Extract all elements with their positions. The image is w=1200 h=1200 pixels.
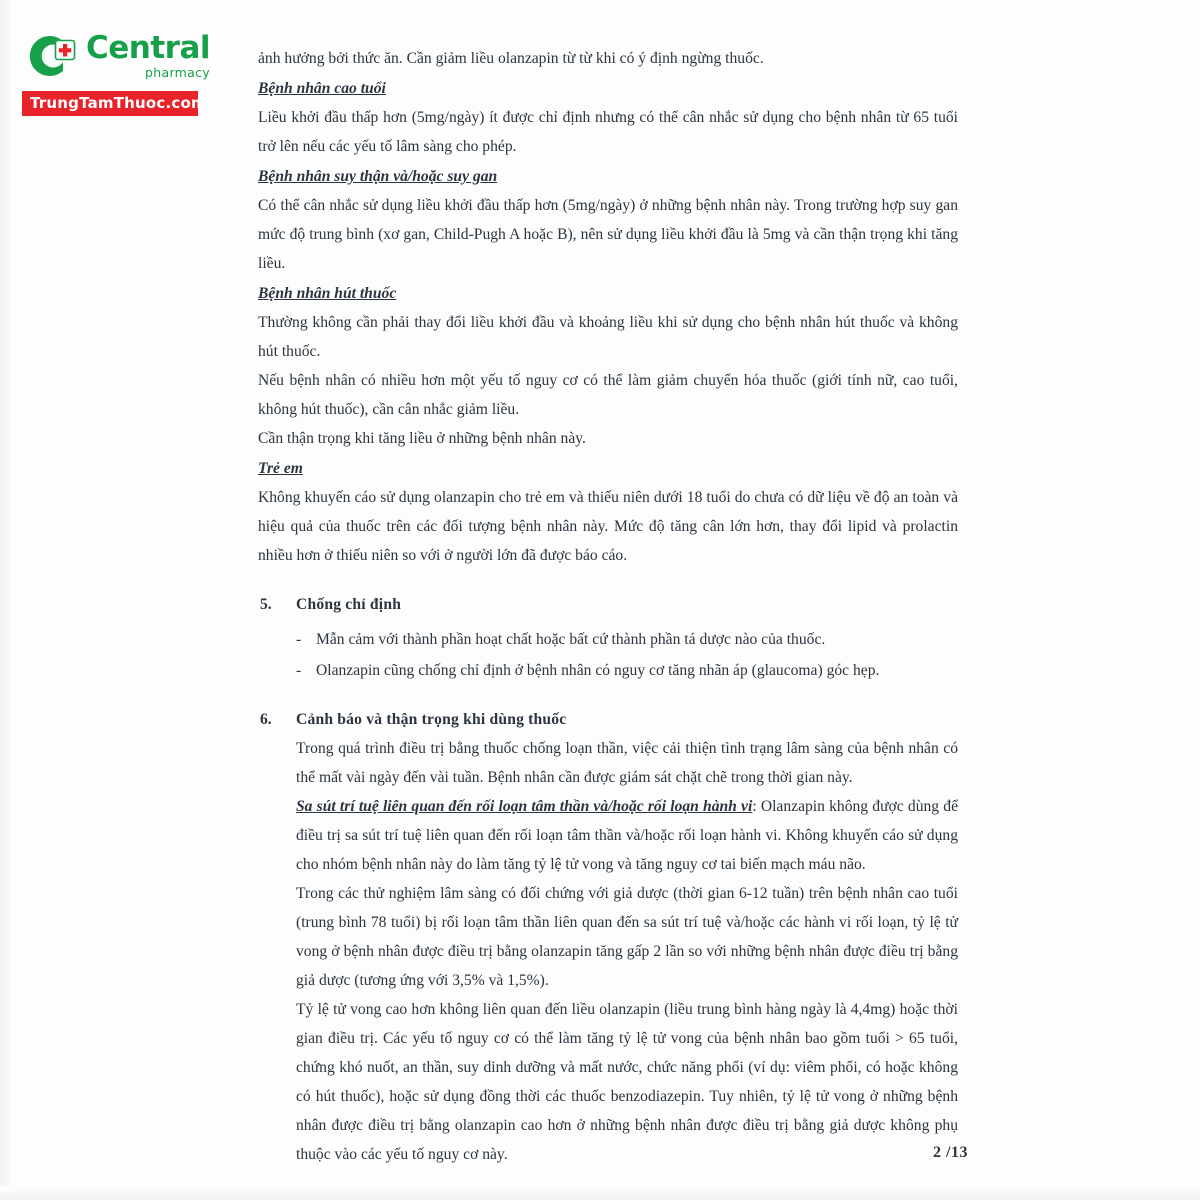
logo-word: Central <box>86 29 210 66</box>
logo-text <box>86 29 210 80</box>
list-item <box>296 625 958 654</box>
subsection-text: Liều khởi đầu thấp hơn (5mg/ngày) ít được chỉ định nhưng có thể cân nhắc sử dụng cho bệnh nhân từ 65 tuổi trở lên nếu các yếu tố lâm sàng cho phép. <box>258 109 958 155</box>
intro-paragraph: ảnh hưởng bởi thức ăn. Cần giảm liều olanzapin từ từ khi có ý định ngừng thuốc. <box>258 50 764 67</box>
scan-bottom-edge <box>0 1186 1200 1200</box>
subsection-text: Có thể cân nhắc sử dụng liều khởi đầu thấp hơn (5mg/ngày) ở những bệnh nhân này. Trong trường hợp suy gan mức độ trung bình (xơ gan, Child-Pugh A hoặc B), nên sử dụng liều khởi đầu là 5mg và cần thận trọng khi tăng liều. <box>258 197 958 272</box>
subsection-children <box>258 454 958 483</box>
warning-paragraph: Trong quá trình điều trị bằng thuốc chống loạn thần, việc cải thiện tình trạng lâm sàng của bệnh nhân có thể mất vài ngày đến vài tuần. Bệnh nhân cần được giám sát chặt chẽ trong thời gian này. <box>296 740 958 786</box>
bullet-dash-icon: - <box>296 662 302 679</box>
subsection-text: Thường không cần phải thay đổi liều khởi đầu và khoảng liều khi sử dụng cho bệnh nhân hút thuốc và không hút thuốc. <box>258 314 958 360</box>
section-number: 5. <box>260 596 272 613</box>
list-item <box>296 656 958 685</box>
warning-paragraph-mortality: Tỷ lệ tử vong cao hơn không liên quan đến liều olanzapin (liều trung bình hàng ngày là 4,4mg) hoặc thời gian điều trị. Các yếu tố nguy cơ có thể làm tăng tỷ lệ tử vong của bệnh nhân bao gồm tuổi > 65 tuổi, chứng khó nuốt, an thần, suy dinh dưỡng và mất nước, chức năng phổi (ví dụ: viêm phổi, có hoặc không có hút thuốc), hoặc sử dụng đồng thời các thuốc benzodiazepin. Tuy nhiên, tỷ lệ tử vong ở những bệnh nhân được điều trị bằng olanzapin cao hơn ở những bệnh nhân được điều trị bằng giả dược không phụ thuộc vào các yếu tố nguy cơ này. <box>296 1001 958 1163</box>
section-body <box>296 705 958 1169</box>
inline-paragraph-text: : Olanzapin không được dùng để điều trị sa sút trí tuệ liên quan đến rối loạn tâm thần và/hoặc rối loạn hành vi. Không khuyến cáo sử dụng cho nhóm bệnh nhân này do làm tăng tỷ lệ tử vong và tăng nguy cơ tai biến mạch máu não. <box>296 798 958 873</box>
section-warnings <box>258 705 958 1169</box>
bullet-text: Olanzapin cũng chống chỉ định ở bệnh nhân có nguy cơ tăng nhãn áp (glaucoma) góc hẹp. <box>316 662 880 679</box>
section-title: Chống chỉ định <box>296 596 402 613</box>
subsection-heading: Bệnh nhân hút thuốc <box>258 285 397 302</box>
document-text <box>258 44 958 1169</box>
subsection-elderly <box>258 74 958 103</box>
subsection-heading: Bệnh nhân cao tuổi <box>258 80 386 97</box>
subsection-smokers <box>258 279 958 308</box>
brand-watermark <box>22 28 232 116</box>
bullet-dash-icon: - <box>296 631 302 648</box>
logo-subtitle: pharmacy <box>145 64 210 80</box>
subsection-renal-hepatic <box>258 162 958 191</box>
subsection-heading: Bệnh nhân suy thận và/hoặc suy gan <box>258 168 498 185</box>
inline-heading: Sa sút trí tuệ liên quan đến rối loạn tâm thần và/hoặc rối loạn hành vi <box>296 798 753 815</box>
subsection-text: Không khuyến cáo sử dụng olanzapin cho trẻ em và thiếu niên dưới 18 tuổi do chưa có dữ liệu về độ an toàn và hiệu quả của thuốc trên các đối tượng bệnh nhân này. Mức độ tăng cân lớn hơn, thay đổi lipid và prolactin nhiều hơn ở thiếu niên so với ở người lớn đã được báo cáo. <box>258 489 958 564</box>
central-pharmacy-logo-icon <box>22 28 78 84</box>
section-body <box>296 590 958 685</box>
warning-paragraph-dementia <box>296 792 958 879</box>
page-number: 2 /13 <box>933 1144 968 1161</box>
site-banner: TrungTamThuoc.com <box>22 91 198 116</box>
scan-left-edge <box>0 0 14 1200</box>
subsection-heading: Trẻ em <box>258 460 303 477</box>
section-title: Cảnh báo và thận trọng khi dùng thuốc <box>296 711 567 728</box>
logo-row <box>22 28 232 84</box>
risk-factor-paragraph: Nếu bệnh nhân có nhiều hơn một yếu tố nguy cơ có thể làm giảm chuyển hóa thuốc (giới tính nữ, cao tuổi, không hút thuốc), cần cân nhắc giảm liều. <box>258 372 958 418</box>
section-bullet-list <box>296 625 958 685</box>
warning-paragraph-trials: Trong các thử nghiệm lâm sàng có đối chứng với giả dược (thời gian 6-12 tuần) trên bệnh nhân cao tuổi (trung bình 78 tuổi) bị rối loạn tâm thần liên quan đến sa sút trí tuệ và/hoặc các hành vi rối loạn, tỷ lệ tử vong ở bệnh nhân được điều trị bằng olanzapin tăng gấp 2 lần so với những bệnh nhân được điều trị bằng giả dược (tương ứng với 3,5% và 1,5%). <box>296 885 958 989</box>
section-number: 6. <box>260 711 272 728</box>
section-contraindications <box>258 590 958 685</box>
dose-caution-paragraph: Cần thận trọng khi tăng liều ở những bệnh nhân này. <box>258 430 586 447</box>
bullet-text: Mẫn cảm với thành phần hoạt chất hoặc bất cứ thành phần tá dược nào của thuốc. <box>316 631 826 648</box>
